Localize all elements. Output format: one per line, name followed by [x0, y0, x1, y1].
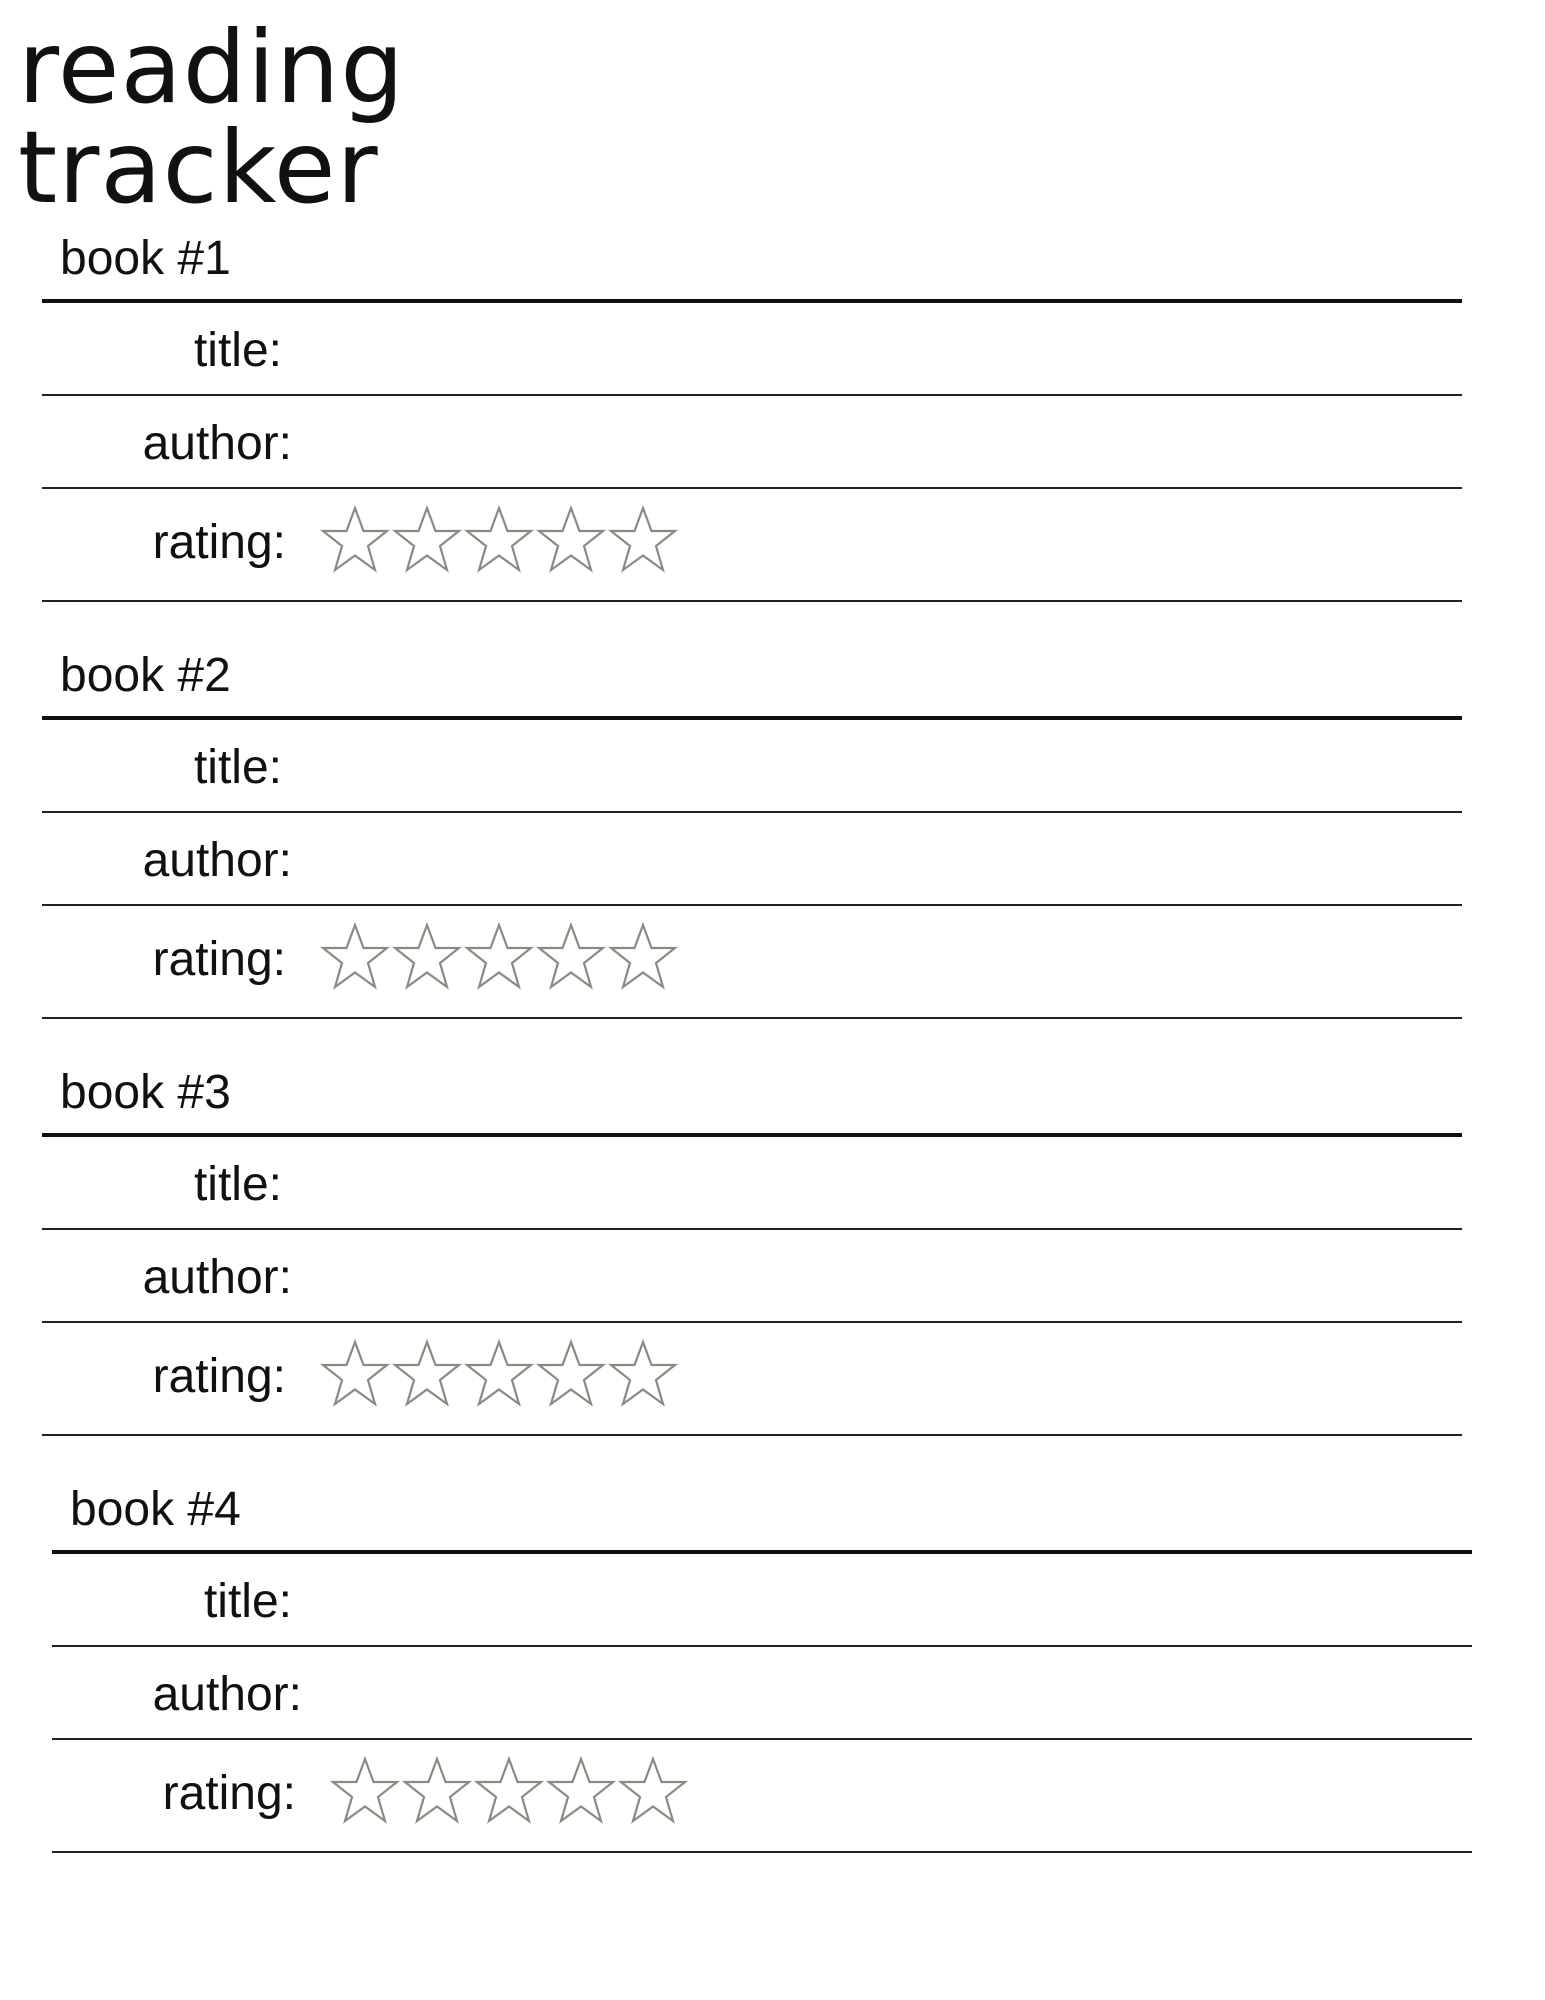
rating-field	[52, 1740, 1472, 1853]
book-heading	[52, 1483, 1472, 1554]
page-title-line-1: reading	[18, 9, 405, 126]
rating-field	[42, 489, 1462, 602]
star-outline-icon[interactable]	[536, 1339, 606, 1409]
title-label: title:	[203, 1575, 292, 1628]
rating-label: rating:	[152, 933, 286, 986]
star-rating[interactable]	[320, 1339, 678, 1409]
rating-label: rating:	[152, 516, 286, 569]
title-label: title:	[193, 324, 282, 377]
star-outline-icon[interactable]	[536, 505, 606, 575]
star-outline-icon[interactable]	[402, 1756, 472, 1826]
star-outline-icon[interactable]	[608, 505, 678, 575]
book-heading-label: book #2	[60, 649, 231, 702]
author-field[interactable]	[42, 396, 1462, 489]
book-heading	[42, 649, 1462, 720]
star-outline-icon[interactable]	[608, 922, 678, 992]
author-field[interactable]	[42, 1230, 1462, 1323]
star-outline-icon[interactable]	[320, 922, 390, 992]
star-outline-icon[interactable]	[546, 1756, 616, 1826]
star-rating[interactable]	[320, 505, 678, 575]
star-outline-icon[interactable]	[464, 922, 534, 992]
star-outline-icon[interactable]	[618, 1756, 688, 1826]
page-title	[18, 9, 405, 226]
rating-field	[42, 1323, 1462, 1436]
page-title-line-2: tracker	[18, 109, 379, 226]
star-outline-icon[interactable]	[536, 922, 606, 992]
star-outline-icon[interactable]	[320, 1339, 390, 1409]
star-outline-icon[interactable]	[320, 505, 390, 575]
book-entry-1	[42, 232, 1462, 602]
author-field[interactable]	[52, 1647, 1472, 1740]
star-outline-icon[interactable]	[464, 1339, 534, 1409]
star-rating[interactable]	[320, 922, 678, 992]
book-heading	[42, 232, 1462, 303]
book-entry-4	[52, 1483, 1472, 1853]
book-heading-label: book #3	[60, 1066, 231, 1119]
book-heading	[42, 1066, 1462, 1137]
book-entry-2	[42, 649, 1462, 1019]
author-label: author:	[142, 834, 292, 887]
author-field[interactable]	[42, 813, 1462, 906]
star-outline-icon[interactable]	[392, 505, 462, 575]
rating-field	[42, 906, 1462, 1019]
star-outline-icon[interactable]	[392, 1339, 462, 1409]
title-label: title:	[193, 1158, 282, 1211]
author-label: author:	[142, 1251, 292, 1304]
book-heading-label: book #1	[60, 232, 231, 285]
book-heading-label: book #4	[70, 1483, 241, 1536]
star-rating[interactable]	[330, 1756, 688, 1826]
star-outline-icon[interactable]	[330, 1756, 400, 1826]
title-field[interactable]	[42, 1137, 1462, 1230]
star-outline-icon[interactable]	[392, 922, 462, 992]
rating-label: rating:	[162, 1767, 296, 1820]
author-label: author:	[142, 417, 292, 470]
star-outline-icon[interactable]	[608, 1339, 678, 1409]
title-field[interactable]	[52, 1554, 1472, 1647]
rating-label: rating:	[152, 1350, 286, 1403]
title-field[interactable]	[42, 720, 1462, 813]
author-label: author:	[152, 1668, 302, 1721]
title-field[interactable]	[42, 303, 1462, 396]
title-label: title:	[193, 741, 282, 794]
star-outline-icon[interactable]	[474, 1756, 544, 1826]
book-entry-3	[42, 1066, 1462, 1436]
star-outline-icon[interactable]	[464, 505, 534, 575]
